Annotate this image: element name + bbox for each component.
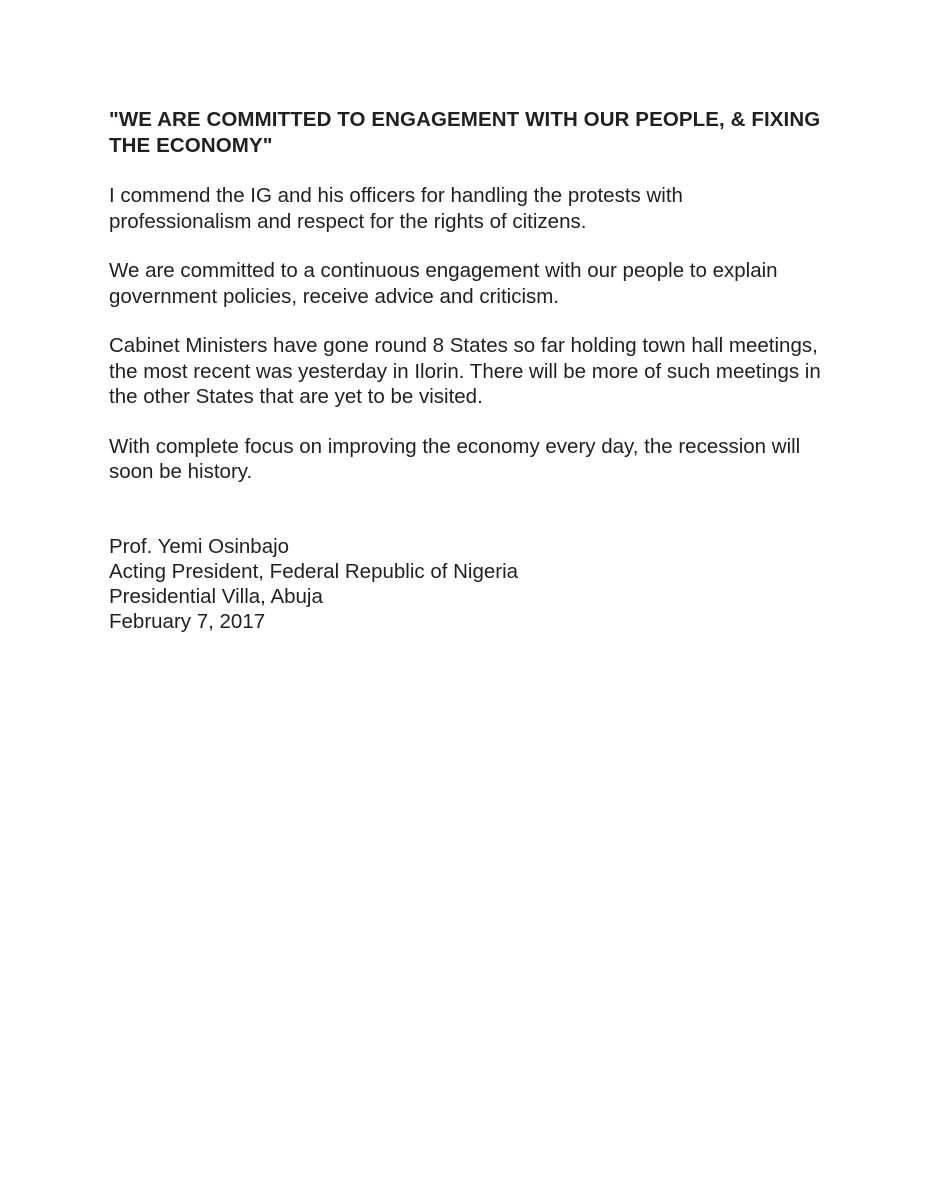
signature-date: February 7, 2017: [109, 609, 266, 633]
document-page: [109, 107, 829, 634]
signatory-name: Prof. Yemi Osinbajo: [109, 534, 290, 558]
signatory-position: Acting President, Federal Republic of Nigeria: [109, 559, 519, 583]
signature-block: [109, 534, 829, 634]
document-title: "WE ARE COMMITTED TO ENGAGEMENT WITH OUR PEOPLE, & FIXING THE ECONOMY": [109, 108, 821, 157]
paragraph-engagement: We are committed to a continuous engagement with our people to explain government policies, receive advice and criticism.: [109, 259, 778, 308]
paragraph-commendation: I commend the IG and his officers for handling the protests with professionalism and respect for the rights of citizens.: [109, 184, 683, 233]
paragraph-town-hall: Cabinet Ministers have gone round 8 States so far holding town hall meetings, the most recent was yesterday in Ilorin. There will be more of such meetings in the other States that are yet to be visited.: [109, 334, 821, 408]
signature-location: Presidential Villa, Abuja: [109, 584, 323, 608]
paragraph-economy: With complete focus on improving the economy every day, the recession will soon be history.: [109, 434, 801, 483]
